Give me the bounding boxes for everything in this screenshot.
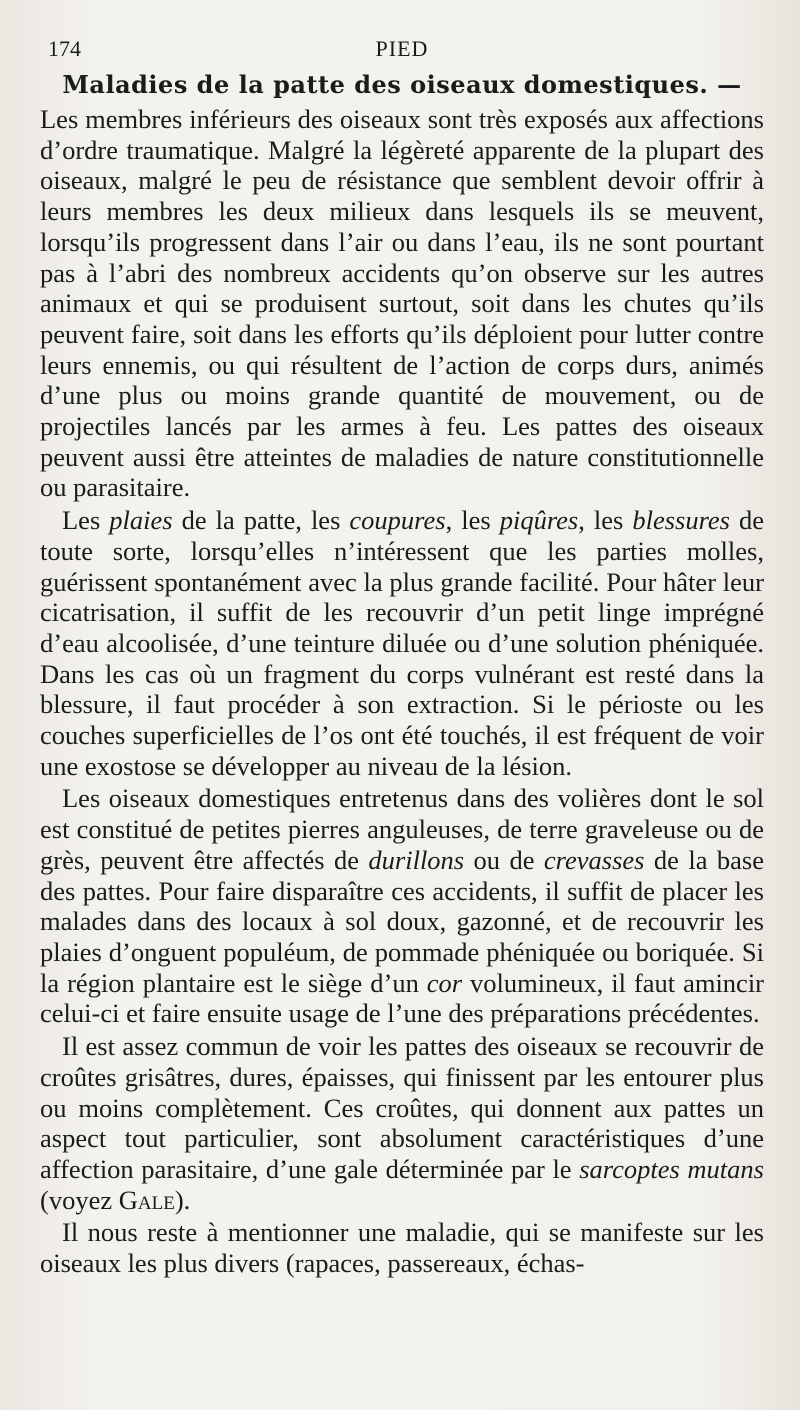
italic-term: sarcoptes mutans	[579, 1153, 764, 1184]
cross-reference: Gale	[118, 1184, 175, 1215]
text-run: de toute sorte, lorsqu’elles n’intéressent que les parties molles, guérissent spontanément avec la plus grande facilité. Pour hâter leur cicatrisation, il suffit de les recouvrir d’un petit linge imprégné d’eau alcoolisée, d’une teinture diluée ou d’une solution phéniquée. Dans les cas où un fragment du corps vulnérant est resté dans la blessure, il faut procéder à son extraction. Si le périoste ou les couches superficielles de l’os ont été touchés, il est fréquent de voir une exostose se développer au niveau de la lésion.	[40, 505, 765, 781]
running-head	[40, 32, 764, 64]
text-run: volumineux, il faut amincir celui-ci et faire ensuite usage de l’une des préparations précédentes.	[40, 967, 765, 1029]
text-run: ).	[174, 1184, 191, 1215]
text-run: Les	[62, 505, 110, 536]
paragraph	[40, 104, 764, 503]
text-run: de la patte, les	[172, 505, 350, 536]
running-title: PIED	[375, 36, 429, 61]
paragraph	[40, 1217, 764, 1278]
text-run: Les membres inférieurs des oiseaux sont très exposés aux affections d’ordre traumatique. Malgré la légèreté apparente de la plupart des oiseaux, malgré le peu de résistance que semblent devoir offrir à leurs membres les deux milieux dans lesquels ils se meuvent, lorsqu’ils progressent dans l’air ou dans l’eau, ils ne sont pourtant pas à l’abri des nombreux accidents qu’on observe sur les autres animaux et qui se produisent surtout, soit dans les chutes qu’ils peuvent faire, soit dans les efforts qu’ils déploient pour lutter contre leurs ennemis, ou qui résultent de l’action de corps durs, animés d’une plus ou moins grande quantité de mouvement, ou de projectiles lancés par les armes à feu. Les pattes des oiseaux peuvent aussi être atteintes de maladies de nature constitutionnelle ou parasitaire.	[40, 104, 764, 503]
text-run: ou de	[464, 844, 544, 875]
paragraph	[40, 1031, 764, 1215]
paragraph	[40, 783, 764, 1029]
body-text	[40, 104, 764, 1279]
text-run: , les	[578, 505, 633, 536]
page-number: 174	[48, 36, 81, 61]
text-run: (voyez	[40, 1184, 119, 1215]
text-run: Il est assez commun de voir les pattes des oiseaux se recouvrir de croûtes grisâtres, dures, épaisses, qui finissent par les entourer plus ou moins complètement. Ces croûtes, qui donnent aux pattes un aspect tout particulier, sont absolument caractéristiques d’une affection parasitaire, d’une gale déterminée par le	[40, 1031, 764, 1184]
paragraph	[40, 505, 764, 781]
text-run: Les oiseaux domestiques entretenus dans des volières dont le sol est constitué de petites pierres anguleuses, de terre graveleuse ou de grès, peuvent être affectés de	[40, 783, 764, 875]
text-run: Il nous reste à mentionner une maladie, qui se manifeste sur les oiseaux les plus divers (rapaces, passereaux, échas-	[40, 1217, 764, 1279]
section-title: Maladies de la patte des oiseaux domestiques. —	[62, 70, 742, 99]
italic-term: durillons	[368, 844, 465, 875]
italic-term: cor	[426, 967, 463, 998]
italic-term: plaies	[109, 505, 173, 536]
italic-term: coupures	[349, 505, 446, 536]
italic-term: blessures	[632, 505, 730, 536]
italic-term: crevasses	[543, 844, 645, 875]
italic-term: piqûres	[499, 505, 579, 536]
text-run: , les	[445, 505, 500, 536]
text-run: de la base des pattes. Pour faire disparaître ces accidents, il suffit de placer les malades dans des locaux à sol doux, gazonné, et de recouvrir les plaies d’onguent populéum, de pommade phéniquée ou boriquée. Si la région plantaire est le siège d’un	[40, 844, 764, 998]
